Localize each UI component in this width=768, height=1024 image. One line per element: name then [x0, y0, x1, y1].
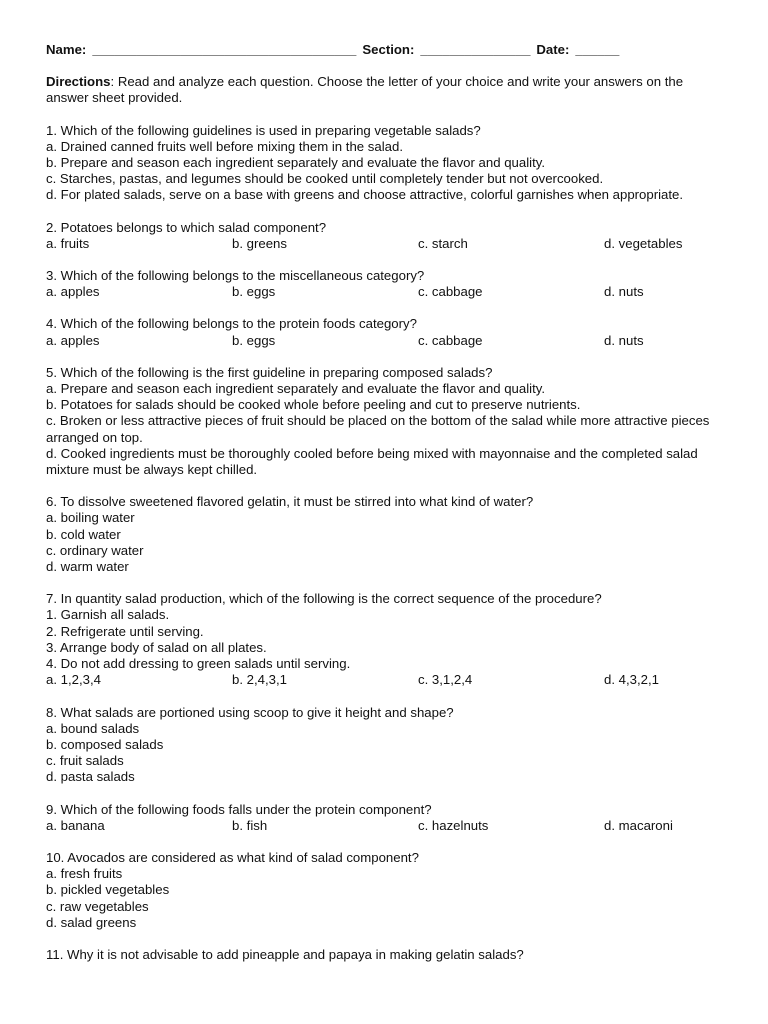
question-stem: 6. To dissolve sweetened flavored gelatin, it must be stirred into what kind of water? — [46, 494, 534, 510]
question-11 — [46, 947, 728, 963]
answer-option: c. raw vegetables — [46, 898, 149, 914]
answer-option: d. pasta salads — [46, 769, 135, 785]
answer-choice: a. banana — [46, 817, 105, 833]
answer-option: b. composed salads — [46, 736, 164, 752]
answer-choice: d. nuts — [604, 284, 644, 300]
question-3 — [46, 268, 728, 300]
question-stem: 4. Which of the following belongs to the protein foods category? — [46, 316, 417, 332]
answer-option: 1. Garnish all salads. — [46, 607, 170, 623]
answer-option: b. Potatoes for salads should be cooked whole before peeling and cut to preserve nutrients. — [46, 397, 581, 413]
answer-choice: b. eggs — [232, 284, 276, 300]
name-blank: ____________________________________ — [92, 42, 357, 57]
section-blank: _______________ — [420, 42, 531, 57]
answer-option: a. Prepare and season each ingredient separately and evaluate the flavor and quality. — [46, 381, 546, 397]
question-stem: 5. Which of the following is the first guideline in preparing composed salads? — [46, 364, 493, 380]
answer-choice: b. fish — [232, 817, 268, 833]
answer-choice: c. cabbage — [418, 332, 483, 348]
answer-choice: c. starch — [418, 235, 468, 251]
answer-option: 4. Do not add dressing to green salads until serving. — [46, 656, 351, 672]
section-label: Section: — [362, 42, 415, 57]
question-stem: 9. Which of the following foods falls under the protein component? — [46, 801, 432, 817]
question-stem: 3. Which of the following belongs to the miscellaneous category? — [46, 268, 425, 284]
answer-option: c. ordinary water — [46, 542, 144, 558]
answer-option: d. salad greens — [46, 914, 137, 930]
answer-choices-row — [46, 333, 728, 349]
date-blank: ______ — [575, 42, 620, 57]
question-1 — [46, 123, 728, 204]
answer-option: 2. Refrigerate until serving. — [46, 623, 204, 639]
answer-option: 3. Arrange body of salad on all plates. — [46, 639, 267, 655]
answer-choice: c. hazelnuts — [418, 817, 489, 833]
answer-choices-row — [46, 236, 728, 252]
question-stem: 11. Why it is not advisable to add pineapple and papaya in making gelatin salads? — [46, 946, 524, 962]
answer-option: a. fresh fruits — [46, 866, 123, 882]
answer-option: d. Cooked ingredients must be thoroughly cooled before being mixed with mayonnaise and the completed salad mixture must be always kept chilled. — [46, 445, 698, 478]
answer-option: b. cold water — [46, 526, 121, 542]
answer-choice: a. apples — [46, 284, 100, 300]
question-stem: 8. What salads are portioned using scoop to give it height and shape? — [46, 704, 454, 720]
answer-choice: d. nuts — [604, 332, 644, 348]
question-7 — [46, 591, 728, 688]
question-5 — [46, 365, 728, 478]
answer-choice: d. 4,3,2,1 — [604, 672, 659, 688]
answer-choice: d. vegetables — [604, 235, 683, 251]
answer-option: c. Broken or less attractive pieces of fruit should be placed on the bottom of the salad while more attractive pieces arranged on top. — [46, 413, 710, 445]
directions-label: Directions — [46, 74, 111, 90]
answer-choice: b. eggs — [232, 332, 276, 348]
question-stem: 1. Which of the following guidelines is used in preparing vegetable salads? — [46, 122, 481, 138]
answer-choice: a. fruits — [46, 235, 90, 251]
answer-choice: d. macaroni — [604, 817, 673, 833]
question-stem: 10. Avocados are considered as what kind of salad component? — [46, 849, 419, 865]
question-stem: 7. In quantity salad production, which of the following is the correct sequence of the procedure? — [46, 591, 602, 607]
answer-choices-row — [46, 284, 728, 300]
answer-choice: c. cabbage — [418, 284, 483, 300]
question-4 — [46, 316, 728, 348]
date-label: Date: — [536, 42, 570, 57]
name-label: Name: — [46, 42, 87, 57]
question-list — [46, 123, 728, 964]
answer-option: d. warm water — [46, 559, 129, 575]
answer-option: c. Starches, pastas, and legumes should be cooked until completely tender but not overcooked. — [46, 171, 604, 187]
answer-choices-row — [46, 672, 728, 688]
answer-option: c. fruit salads — [46, 753, 124, 769]
answer-choice: a. 1,2,3,4 — [46, 672, 101, 688]
question-6 — [46, 494, 728, 575]
answer-option: a. bound salads — [46, 720, 140, 736]
answer-choice: b. greens — [232, 235, 287, 251]
answer-option: a. Drained canned fruits well before mixing them in the salad. — [46, 138, 403, 154]
answer-option: a. boiling water — [46, 510, 135, 526]
answer-option: b. pickled vegetables — [46, 882, 170, 898]
question-9 — [46, 802, 728, 834]
header-line — [46, 42, 728, 58]
question-2 — [46, 220, 728, 252]
answer-choice: b. 2,4,3,1 — [232, 672, 287, 688]
answer-choice: c. 3,1,2,4 — [418, 672, 473, 688]
answer-option: b. Prepare and season each ingredient separately and evaluate the flavor and quality. — [46, 155, 546, 171]
question-stem: 2. Potatoes belongs to which salad component? — [46, 219, 327, 235]
answer-choice: a. apples — [46, 332, 100, 348]
answer-choices-row — [46, 818, 728, 834]
directions-text: : Read and analyze each question. Choose the letter of your choice and write your answers on the answer sheet provided. — [46, 74, 684, 106]
directions — [46, 74, 728, 106]
question-8 — [46, 705, 728, 786]
answer-option: d. For plated salads, serve on a base with greens and choose attractive, colorful garnishes when appropriate. — [46, 187, 684, 203]
question-10 — [46, 850, 728, 931]
